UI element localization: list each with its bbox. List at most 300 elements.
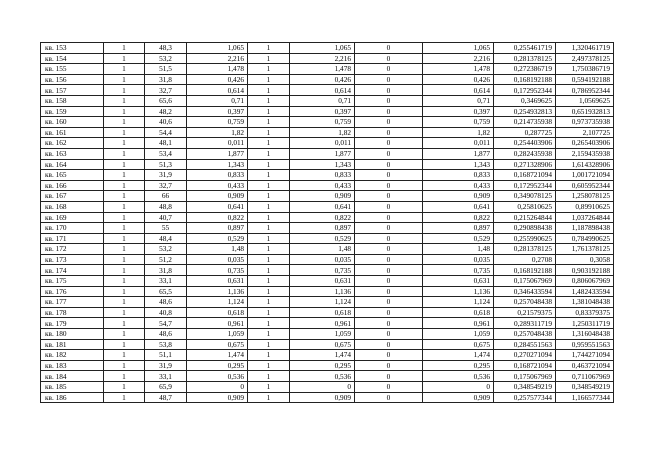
table-row	[41, 106, 614, 117]
count-cell: 1	[104, 382, 145, 393]
coefficient-cell: 1	[248, 127, 290, 138]
total-heat-cell: 0,786952344	[556, 85, 614, 96]
coefficient-cell: 1	[248, 74, 290, 85]
coefficient-cell: 1	[248, 382, 290, 393]
area-cell: 40,8	[145, 307, 187, 318]
common-heat-cell: 0,255990625	[494, 233, 556, 244]
total-heat-cell: 2,159435938	[556, 148, 614, 159]
table-row	[41, 201, 614, 212]
correction-cell: 0	[355, 392, 423, 403]
correction-cell: 0	[355, 106, 423, 117]
correction-cell: 0	[355, 201, 423, 212]
total-heat-cell: 0,784990625	[556, 233, 614, 244]
consumption-cell: 0,909	[187, 191, 248, 202]
correction-cell: 0	[355, 53, 423, 64]
table-row	[41, 191, 614, 202]
correction-cell: 0	[355, 74, 423, 85]
correction-cell: 0	[355, 95, 423, 106]
apartment-cell: кв. 153	[41, 43, 104, 54]
individual-heat-cell: 0,822	[423, 212, 494, 223]
apartment-cell: кв. 179	[41, 318, 104, 329]
consumption-cell: 0,011	[187, 138, 248, 149]
individual-heat-cell: 0,529	[423, 233, 494, 244]
count-cell: 1	[104, 127, 145, 138]
common-heat-cell: 0,172952344	[494, 85, 556, 96]
individual-heat-cell: 0	[423, 382, 494, 393]
area-cell: 51,2	[145, 254, 187, 265]
area-cell: 54,7	[145, 318, 187, 329]
count-cell: 1	[104, 159, 145, 170]
total-heat-cell: 1,001721094	[556, 170, 614, 181]
table-row	[41, 382, 614, 393]
total-heat-cell: 0,711067969	[556, 371, 614, 382]
area-cell: 40,7	[145, 212, 187, 223]
individual-heat-cell: 0,035	[423, 254, 494, 265]
count-cell: 1	[104, 392, 145, 403]
area-cell: 48,2	[145, 106, 187, 117]
common-heat-cell: 0,257048438	[494, 329, 556, 340]
area-cell: 31,8	[145, 74, 187, 85]
count-cell: 1	[104, 191, 145, 202]
apartment-cell: кв. 180	[41, 329, 104, 340]
correction-cell: 0	[355, 265, 423, 276]
total-heat-cell: 0,463721094	[556, 360, 614, 371]
count-cell: 1	[104, 265, 145, 276]
coefficient-cell: 1	[248, 307, 290, 318]
individual-heat-cell: 0,426	[423, 74, 494, 85]
individual-heat-cell: 0,536	[423, 371, 494, 382]
total-heat-cell: 1,187898438	[556, 223, 614, 234]
consumption-cell: 0,71	[187, 95, 248, 106]
apartment-cell: кв. 172	[41, 244, 104, 255]
coefficient-cell: 1	[248, 180, 290, 191]
adjusted-consumption-cell: 0,433	[290, 180, 355, 191]
common-heat-cell: 0,346433594	[494, 286, 556, 297]
common-heat-cell: 0,270271094	[494, 350, 556, 361]
count-cell: 1	[104, 360, 145, 371]
adjusted-consumption-cell: 0,675	[290, 339, 355, 350]
common-heat-cell: 0,257577344	[494, 392, 556, 403]
table-row	[41, 329, 614, 340]
table-row	[41, 392, 614, 403]
apartment-cell: кв. 177	[41, 297, 104, 308]
coefficient-cell: 1	[248, 254, 290, 265]
apartment-cell: кв. 169	[41, 212, 104, 223]
apartment-cell: кв. 176	[41, 286, 104, 297]
consumption-cell: 0,641	[187, 201, 248, 212]
individual-heat-cell: 0,961	[423, 318, 494, 329]
count-cell: 1	[104, 170, 145, 181]
correction-cell: 0	[355, 43, 423, 54]
coefficient-cell: 1	[248, 159, 290, 170]
table-row	[41, 64, 614, 75]
individual-heat-cell: 1,478	[423, 64, 494, 75]
common-heat-cell: 0,172952344	[494, 180, 556, 191]
count-cell: 1	[104, 371, 145, 382]
coefficient-cell: 1	[248, 223, 290, 234]
count-cell: 1	[104, 233, 145, 244]
correction-cell: 0	[355, 371, 423, 382]
adjusted-consumption-cell: 1,474	[290, 350, 355, 361]
consumption-cell: 0,631	[187, 276, 248, 287]
adjusted-consumption-cell: 0,397	[290, 106, 355, 117]
coefficient-cell: 1	[248, 201, 290, 212]
coefficient-cell: 1	[248, 43, 290, 54]
area-cell: 48,1	[145, 138, 187, 149]
total-heat-cell: 0,265403906	[556, 138, 614, 149]
adjusted-consumption-cell: 0	[290, 382, 355, 393]
correction-cell: 0	[355, 148, 423, 159]
adjusted-consumption-cell: 0,035	[290, 254, 355, 265]
coefficient-cell: 1	[248, 318, 290, 329]
count-cell: 1	[104, 329, 145, 340]
apartment-cell: кв. 165	[41, 170, 104, 181]
coefficient-cell: 1	[248, 244, 290, 255]
table-row	[41, 233, 614, 244]
common-heat-cell: 0,175067969	[494, 276, 556, 287]
total-heat-cell: 1,166577344	[556, 392, 614, 403]
adjusted-consumption-cell: 1,059	[290, 329, 355, 340]
adjusted-consumption-cell: 0,71	[290, 95, 355, 106]
individual-heat-cell: 0,295	[423, 360, 494, 371]
correction-cell: 0	[355, 64, 423, 75]
adjusted-consumption-cell: 1,877	[290, 148, 355, 159]
consumption-cell: 0,759	[187, 117, 248, 128]
correction-cell: 0	[355, 117, 423, 128]
adjusted-consumption-cell: 1,478	[290, 64, 355, 75]
table-row	[41, 117, 614, 128]
table-row	[41, 74, 614, 85]
area-cell: 32,7	[145, 85, 187, 96]
common-heat-cell: 0,214735938	[494, 117, 556, 128]
individual-heat-cell: 0,675	[423, 339, 494, 350]
table-row	[41, 244, 614, 255]
area-cell: 51,3	[145, 159, 187, 170]
total-heat-cell: 0,348549219	[556, 382, 614, 393]
apartment-cell: кв. 159	[41, 106, 104, 117]
total-heat-cell: 0,651932813	[556, 106, 614, 117]
correction-cell: 0	[355, 286, 423, 297]
common-heat-cell: 0,257048438	[494, 297, 556, 308]
adjusted-consumption-cell: 0,536	[290, 371, 355, 382]
area-cell: 31,9	[145, 360, 187, 371]
apartment-cell: кв. 161	[41, 127, 104, 138]
consumption-cell: 0,735	[187, 265, 248, 276]
individual-heat-cell: 0,641	[423, 201, 494, 212]
apartment-cell: кв. 174	[41, 265, 104, 276]
correction-cell: 0	[355, 138, 423, 149]
common-heat-cell: 0,349078125	[494, 191, 556, 202]
correction-cell: 0	[355, 276, 423, 287]
adjusted-consumption-cell: 1,136	[290, 286, 355, 297]
table-body	[41, 43, 614, 403]
common-heat-cell: 0,271328906	[494, 159, 556, 170]
consumption-cell: 1,343	[187, 159, 248, 170]
adjusted-consumption-cell: 0,426	[290, 74, 355, 85]
area-cell: 66	[145, 191, 187, 202]
consumption-cell: 0,397	[187, 106, 248, 117]
count-cell: 1	[104, 212, 145, 223]
count-cell: 1	[104, 43, 145, 54]
apartment-cell: кв. 181	[41, 339, 104, 350]
table-row	[41, 350, 614, 361]
total-heat-cell: 1,250311719	[556, 318, 614, 329]
consumption-cell: 1,065	[187, 43, 248, 54]
apartment-cell: кв. 154	[41, 53, 104, 64]
consumption-cell: 0,961	[187, 318, 248, 329]
consumption-cell: 1,124	[187, 297, 248, 308]
correction-cell: 0	[355, 244, 423, 255]
apartment-cell: кв. 163	[41, 148, 104, 159]
consumption-cell: 0	[187, 382, 248, 393]
common-heat-cell: 0,175067969	[494, 371, 556, 382]
consumption-cell: 0,897	[187, 223, 248, 234]
apartment-cell: кв. 168	[41, 201, 104, 212]
adjusted-consumption-cell: 0,897	[290, 223, 355, 234]
adjusted-consumption-cell: 0,641	[290, 201, 355, 212]
coefficient-cell: 1	[248, 329, 290, 340]
common-heat-cell: 0,254403906	[494, 138, 556, 149]
total-heat-cell: 0,806067969	[556, 276, 614, 287]
individual-heat-cell: 1,059	[423, 329, 494, 340]
correction-cell: 0	[355, 191, 423, 202]
table-row	[41, 43, 614, 54]
individual-heat-cell: 0,735	[423, 265, 494, 276]
count-cell: 1	[104, 85, 145, 96]
total-heat-cell: 2,107725	[556, 127, 614, 138]
area-cell: 40,6	[145, 117, 187, 128]
common-heat-cell: 0,284551563	[494, 339, 556, 350]
table-row	[41, 85, 614, 96]
total-heat-cell: 0,959551563	[556, 339, 614, 350]
common-heat-cell: 0,21579375	[494, 307, 556, 318]
correction-cell: 0	[355, 212, 423, 223]
correction-cell: 0	[355, 360, 423, 371]
area-cell: 31,9	[145, 170, 187, 181]
correction-cell: 0	[355, 170, 423, 181]
adjusted-consumption-cell: 0,529	[290, 233, 355, 244]
individual-heat-cell: 0,433	[423, 180, 494, 191]
common-heat-cell: 0,168721094	[494, 170, 556, 181]
common-heat-cell: 0,282435938	[494, 148, 556, 159]
consumption-cell: 0,295	[187, 360, 248, 371]
area-cell: 48,7	[145, 392, 187, 403]
adjusted-consumption-cell: 1,065	[290, 43, 355, 54]
coefficient-cell: 1	[248, 350, 290, 361]
count-cell: 1	[104, 74, 145, 85]
consumption-cell: 0,822	[187, 212, 248, 223]
correction-cell: 0	[355, 180, 423, 191]
total-heat-cell: 1,744271094	[556, 350, 614, 361]
consumption-cell: 0,833	[187, 170, 248, 181]
count-cell: 1	[104, 339, 145, 350]
area-cell: 53,8	[145, 339, 187, 350]
apartment-cell: кв. 162	[41, 138, 104, 149]
total-heat-cell: 1,258078125	[556, 191, 614, 202]
individual-heat-cell: 1,065	[423, 43, 494, 54]
table-row	[41, 223, 614, 234]
table-row	[41, 318, 614, 329]
coefficient-cell: 1	[248, 339, 290, 350]
total-heat-cell: 1,381048438	[556, 297, 614, 308]
total-heat-cell: 1,316048438	[556, 329, 614, 340]
correction-cell: 0	[355, 318, 423, 329]
coefficient-cell: 1	[248, 85, 290, 96]
consumption-cell: 1,82	[187, 127, 248, 138]
common-heat-cell: 0,290898438	[494, 223, 556, 234]
apartment-cell: кв. 183	[41, 360, 104, 371]
total-heat-cell: 0,973735938	[556, 117, 614, 128]
consumption-cell: 0,909	[187, 392, 248, 403]
consumption-cell: 1,877	[187, 148, 248, 159]
total-heat-cell: 1,614328906	[556, 159, 614, 170]
table-row	[41, 159, 614, 170]
common-heat-cell: 0,281378125	[494, 244, 556, 255]
adjusted-consumption-cell: 0,833	[290, 170, 355, 181]
apartment-cell: кв. 182	[41, 350, 104, 361]
table-row	[41, 53, 614, 64]
area-cell: 33,1	[145, 276, 187, 287]
apartment-cell: кв. 175	[41, 276, 104, 287]
total-heat-cell: 2,497378125	[556, 53, 614, 64]
individual-heat-cell: 2,216	[423, 53, 494, 64]
adjusted-consumption-cell: 1,82	[290, 127, 355, 138]
table-row	[41, 212, 614, 223]
consumption-cell: 0,614	[187, 85, 248, 96]
apartment-cell: кв. 173	[41, 254, 104, 265]
correction-cell: 0	[355, 233, 423, 244]
adjusted-consumption-cell: 0,011	[290, 138, 355, 149]
individual-heat-cell: 0,397	[423, 106, 494, 117]
adjusted-consumption-cell: 2,216	[290, 53, 355, 64]
area-cell: 51,1	[145, 350, 187, 361]
correction-cell: 0	[355, 85, 423, 96]
consumption-cell: 0,536	[187, 371, 248, 382]
apartment-cell: кв. 158	[41, 95, 104, 106]
correction-cell: 0	[355, 127, 423, 138]
consumption-cell: 1,136	[187, 286, 248, 297]
area-cell: 53,2	[145, 244, 187, 255]
area-cell: 33,1	[145, 371, 187, 382]
consumption-cell: 1,48	[187, 244, 248, 255]
count-cell: 1	[104, 117, 145, 128]
consumption-cell: 1,478	[187, 64, 248, 75]
total-heat-cell: 1,482433594	[556, 286, 614, 297]
common-heat-cell: 0,215264844	[494, 212, 556, 223]
table-row	[41, 138, 614, 149]
coefficient-cell: 1	[248, 138, 290, 149]
individual-heat-cell: 0,909	[423, 191, 494, 202]
common-heat-cell: 0,25810625	[494, 201, 556, 212]
apartment-cell: кв. 156	[41, 74, 104, 85]
apartment-cell: кв. 155	[41, 64, 104, 75]
coefficient-cell: 1	[248, 170, 290, 181]
individual-heat-cell: 0,909	[423, 392, 494, 403]
area-cell: 48,6	[145, 329, 187, 340]
adjusted-consumption-cell: 0,909	[290, 392, 355, 403]
consumption-cell: 0,675	[187, 339, 248, 350]
total-heat-cell: 0,903192188	[556, 265, 614, 276]
area-cell: 53,4	[145, 148, 187, 159]
individual-heat-cell: 1,474	[423, 350, 494, 361]
table-row	[41, 276, 614, 287]
table-row	[41, 127, 614, 138]
coefficient-cell: 1	[248, 212, 290, 223]
adjusted-consumption-cell: 1,124	[290, 297, 355, 308]
area-cell: 65,9	[145, 382, 187, 393]
correction-cell: 0	[355, 159, 423, 170]
area-cell: 48,4	[145, 233, 187, 244]
coefficient-cell: 1	[248, 64, 290, 75]
adjusted-consumption-cell: 0,618	[290, 307, 355, 318]
consumption-cell: 0,529	[187, 233, 248, 244]
individual-heat-cell: 1,877	[423, 148, 494, 159]
count-cell: 1	[104, 244, 145, 255]
area-cell: 48,8	[145, 201, 187, 212]
coefficient-cell: 1	[248, 148, 290, 159]
total-heat-cell: 1,750386719	[556, 64, 614, 75]
individual-heat-cell: 1,124	[423, 297, 494, 308]
coefficient-cell: 1	[248, 117, 290, 128]
correction-cell: 0	[355, 382, 423, 393]
coefficient-cell: 1	[248, 392, 290, 403]
individual-heat-cell: 0,759	[423, 117, 494, 128]
count-cell: 1	[104, 350, 145, 361]
apartment-cell: кв. 164	[41, 159, 104, 170]
total-heat-cell: 0,594192188	[556, 74, 614, 85]
adjusted-consumption-cell: 0,822	[290, 212, 355, 223]
coefficient-cell: 1	[248, 95, 290, 106]
coefficient-cell: 1	[248, 360, 290, 371]
individual-heat-cell: 1,48	[423, 244, 494, 255]
apartment-cell: кв. 166	[41, 180, 104, 191]
correction-cell: 0	[355, 223, 423, 234]
area-cell: 48,6	[145, 297, 187, 308]
count-cell: 1	[104, 95, 145, 106]
individual-heat-cell: 1,343	[423, 159, 494, 170]
common-heat-cell: 0,348549219	[494, 382, 556, 393]
consumption-cell: 2,216	[187, 53, 248, 64]
common-heat-cell: 0,168192188	[494, 74, 556, 85]
total-heat-cell: 0,605952344	[556, 180, 614, 191]
apartment-cell: кв. 167	[41, 191, 104, 202]
area-cell: 65,5	[145, 286, 187, 297]
apartment-cell: кв. 178	[41, 307, 104, 318]
individual-heat-cell: 1,136	[423, 286, 494, 297]
correction-cell: 0	[355, 254, 423, 265]
individual-heat-cell: 0,614	[423, 85, 494, 96]
coefficient-cell: 1	[248, 371, 290, 382]
total-heat-cell: 1,761378125	[556, 244, 614, 255]
apartment-cell: кв. 157	[41, 85, 104, 96]
consumption-cell: 0,035	[187, 254, 248, 265]
area-cell: 55	[145, 223, 187, 234]
common-heat-cell: 0,289311719	[494, 318, 556, 329]
count-cell: 1	[104, 106, 145, 117]
count-cell: 1	[104, 180, 145, 191]
area-cell: 54,4	[145, 127, 187, 138]
count-cell: 1	[104, 286, 145, 297]
coefficient-cell: 1	[248, 297, 290, 308]
apartment-heat-table	[40, 42, 614, 403]
apartment-cell: кв. 160	[41, 117, 104, 128]
adjusted-consumption-cell: 1,48	[290, 244, 355, 255]
apartment-cell: кв. 184	[41, 371, 104, 382]
table-row	[41, 339, 614, 350]
total-heat-cell: 0,3058	[556, 254, 614, 265]
common-heat-cell: 0,168192188	[494, 265, 556, 276]
individual-heat-cell: 0,833	[423, 170, 494, 181]
